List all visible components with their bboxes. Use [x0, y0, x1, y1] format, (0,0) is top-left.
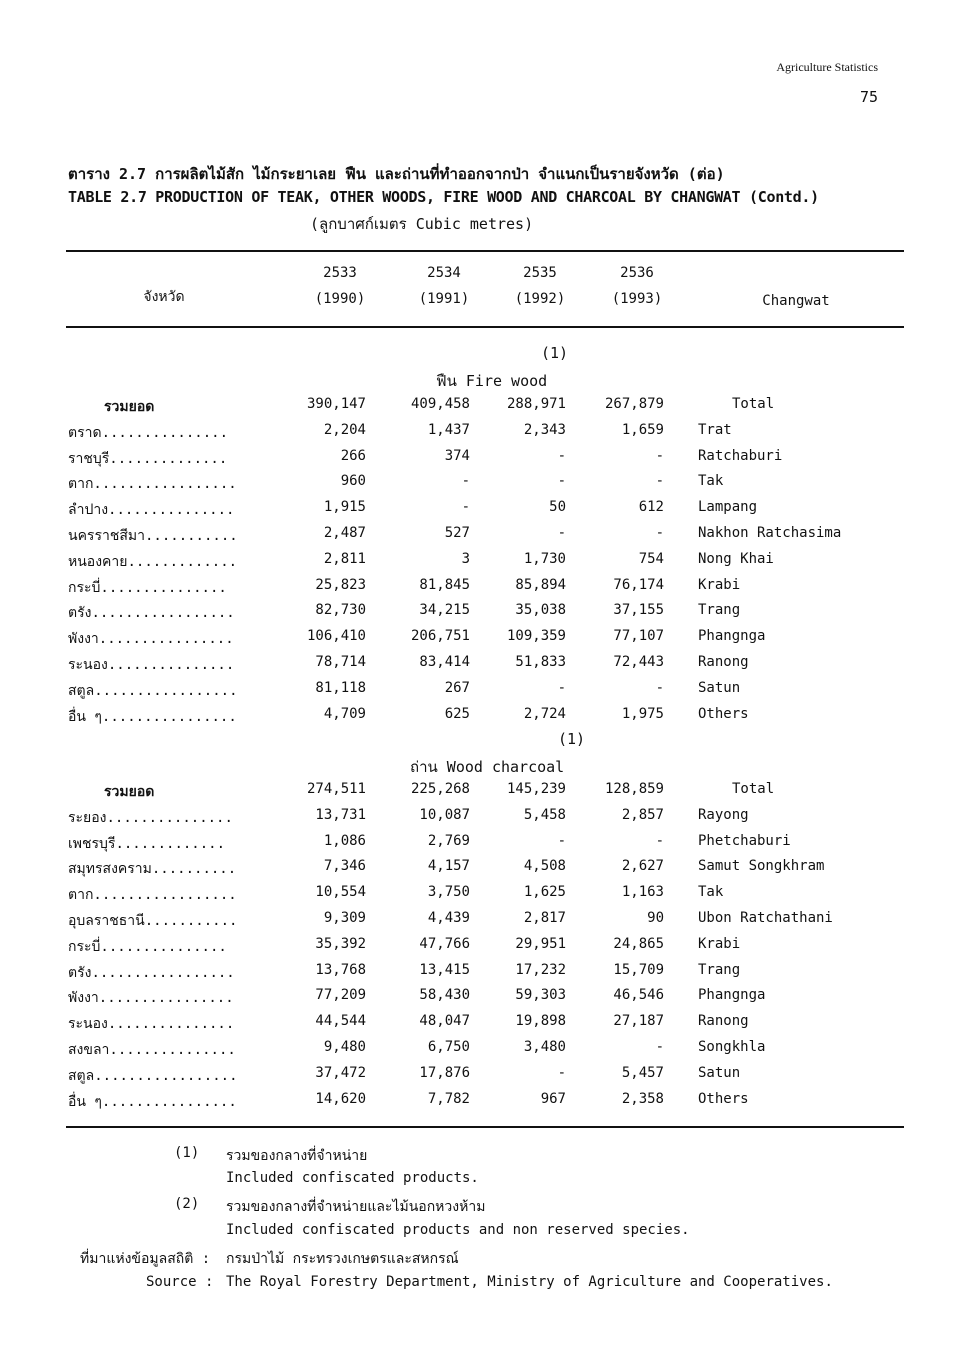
row-province-english: Phangnga	[698, 628, 766, 645]
footnote-2-ref: (2)	[174, 1196, 200, 1212]
row-value: 81,118	[315, 679, 366, 696]
footnote-2-english: Included confiscated products and non reserved species.	[226, 1222, 690, 1238]
row-value: 1,730	[523, 550, 566, 567]
header-rule	[66, 326, 904, 328]
row-province-english: Rayong	[698, 806, 749, 823]
row-province-english: Songkhla	[698, 1039, 766, 1055]
row-province-english: Krabi	[698, 935, 741, 952]
table-row	[0, 418, 966, 444]
row-value: 25,823	[315, 576, 366, 593]
row-value: -	[655, 832, 664, 849]
row-province-english: Nong Khai	[698, 550, 774, 567]
table-row	[0, 444, 966, 470]
row-province-thai: ตราด...............	[68, 424, 228, 441]
table-row	[0, 880, 966, 906]
row-value: 206,751	[410, 628, 470, 645]
col-head-year-be: 2535	[523, 265, 557, 281]
row-value: 2,627	[621, 858, 664, 875]
row-value: 267,879	[604, 396, 664, 412]
row-province-thai: ระยอง...............	[68, 809, 233, 826]
row-value: 754	[638, 550, 664, 567]
col-head-year-be: 2534	[427, 265, 461, 281]
row-province-thai: อุบลราชธานี...........	[68, 913, 238, 929]
row-province-english: Ratchaburi	[698, 447, 783, 464]
row-value: -	[655, 679, 664, 696]
table-title-english: TABLE 2.7 PRODUCTION OF TEAK, OTHER WOODS, FIRE WOOD AND CHARCOAL BY CHANGWAT (Contd.)	[68, 188, 819, 206]
row-value: 3	[461, 550, 470, 567]
col-head-thai: จังหวัด	[143, 289, 185, 305]
row-province-thai: สตูล.................	[68, 682, 238, 699]
section-note-ref: (1)	[541, 344, 569, 362]
row-value: 9,309	[323, 910, 366, 926]
row-value: 72,443	[613, 654, 664, 670]
table-row	[0, 702, 966, 728]
table-row	[0, 932, 966, 958]
source-thai: กรมป่าไม้ กระทรวงเกษตรและสหกรณ์	[226, 1251, 459, 1267]
row-province-english: Nakhon Ratchasima	[698, 525, 842, 541]
table-row	[0, 547, 966, 573]
row-province-english: Phangnga	[698, 987, 766, 1004]
row-province-thai: กระบี่...............	[68, 938, 227, 955]
row-province-thai: ระนอง...............	[68, 657, 235, 673]
row-value: -	[655, 525, 664, 541]
row-value: 14,620	[315, 1090, 366, 1107]
row-value: 2,817	[523, 910, 566, 926]
row-province-thai: ตาก.................	[68, 476, 237, 493]
row-value: 51,833	[515, 654, 566, 670]
row-value: 288,971	[506, 396, 566, 412]
row-value: 1,163	[621, 884, 664, 901]
table-row	[0, 829, 966, 855]
row-value: -	[557, 1064, 566, 1081]
row-province-english: Others	[698, 1090, 749, 1107]
row-value: 225,268	[410, 781, 470, 797]
table-row	[0, 803, 966, 829]
row-value: -	[655, 1039, 664, 1055]
row-province-thai: สมุทรสงคราม..........	[68, 861, 237, 878]
row-value: -	[461, 473, 470, 490]
row-value: 48,047	[419, 1013, 470, 1030]
row-province-thai: ระนอง...............	[68, 1016, 235, 1033]
row-province-english: Ranong	[698, 1013, 749, 1030]
row-value: 106,410	[306, 628, 366, 645]
row-value: 13,415	[419, 961, 470, 978]
row-value: 78,714	[315, 654, 366, 670]
row-value: 2,204	[323, 421, 366, 438]
row-value: 85,894	[515, 576, 566, 593]
row-value: 1,625	[523, 884, 566, 901]
row-value: 612	[638, 499, 664, 516]
section-label: ฟืน Fire wood	[436, 372, 548, 390]
footnote-2-thai: รวมของกลางที่จำหน่ายและไม้นอกหวงห้าม	[226, 1199, 486, 1215]
row-value: -	[557, 447, 566, 464]
col-head-year-ce: (1990)	[314, 291, 366, 307]
row-value: 960	[340, 473, 366, 490]
footnote-1-thai: รวมของกลางที่จำหน่าย	[226, 1148, 368, 1164]
row-value: 34,215	[419, 602, 470, 619]
row-value: 76,174	[613, 576, 664, 593]
row-value: 266	[340, 447, 366, 464]
row-value: -	[461, 499, 470, 516]
row-value: 13,731	[315, 806, 366, 823]
row-value: 19,898	[515, 1013, 566, 1030]
source-english-label: Source :	[146, 1274, 214, 1290]
row-value: 128,859	[604, 781, 664, 797]
row-value: 44,544	[315, 1013, 366, 1030]
col-head-english: Changwat	[762, 293, 830, 309]
table-row	[0, 676, 966, 702]
table-row	[0, 469, 966, 495]
row-value: 3,480	[523, 1039, 566, 1055]
row-province-english: Total	[732, 396, 775, 412]
row-value: -	[655, 447, 664, 464]
table-top-rule	[66, 250, 904, 252]
row-value: 3,750	[427, 884, 470, 901]
table-row	[0, 598, 966, 624]
row-province-thai: นครราชสีมา...........	[68, 528, 238, 544]
row-value: 2,487	[323, 525, 366, 541]
row-value: 10,087	[419, 806, 470, 823]
col-head-year-be: 2536	[620, 265, 654, 281]
table-row	[0, 624, 966, 650]
table-row	[0, 983, 966, 1009]
row-value: 4,157	[427, 858, 470, 875]
table-row	[0, 777, 966, 803]
row-value: 90	[647, 910, 664, 926]
row-value: 109,359	[506, 628, 566, 645]
row-province-english: Samut Songkhram	[698, 858, 825, 875]
row-value: 2,343	[523, 421, 566, 438]
row-province-thai: อื่น ๆ................	[68, 708, 237, 725]
row-province-english: Trang	[698, 961, 741, 978]
row-value: -	[557, 525, 566, 541]
row-value: 4,709	[323, 705, 366, 722]
table-row	[0, 1035, 966, 1061]
row-province-thai: ลำปาง...............	[68, 502, 235, 519]
row-value: 2,724	[523, 705, 566, 722]
row-value: 5,457	[621, 1064, 664, 1081]
table-row	[0, 906, 966, 932]
table-row	[0, 650, 966, 676]
row-province-thai: อื่น ๆ................	[68, 1093, 237, 1110]
row-value: 1,915	[323, 499, 366, 516]
row-value: -	[557, 679, 566, 696]
row-value: 9,480	[323, 1039, 366, 1055]
row-value: 1,437	[427, 421, 470, 438]
row-value: 7,782	[427, 1090, 470, 1107]
row-province-english: Lampang	[698, 499, 758, 516]
row-province-thai: ตรัง.................	[68, 964, 235, 981]
col-head-year-ce: (1993)	[611, 291, 663, 307]
table-title-thai: ตาราง 2.7 การผลิตไม้สัก ไม้กระยาเลย ฟืน และถ่านที่ทำออกจากป่า จำแนกเป็นรายจังหวัด (ต่อ)	[68, 165, 725, 183]
row-value: 37,155	[613, 602, 664, 619]
page-number: 75	[859, 88, 878, 106]
row-value: 267	[444, 679, 470, 696]
table-row	[0, 958, 966, 984]
col-head-year-ce: (1991)	[418, 291, 470, 307]
row-value: 47,766	[419, 935, 470, 952]
row-value: 59,303	[515, 987, 566, 1004]
row-value: 409,458	[410, 396, 470, 412]
row-province-english: Trang	[698, 602, 741, 619]
row-value: 4,439	[427, 910, 470, 926]
row-value: 10,554	[315, 884, 366, 901]
row-province-english: Tak	[698, 884, 724, 901]
row-province-english: Satun	[698, 1064, 741, 1081]
row-province-thai: รวมยอด	[104, 784, 155, 800]
row-province-thai: หนองคาย.............	[68, 553, 238, 570]
row-province-thai: ตรัง.................	[68, 605, 235, 622]
row-province-english: Satun	[698, 679, 741, 696]
row-province-thai: ราชบุรี..............	[68, 450, 228, 467]
row-value: 15,709	[613, 961, 664, 978]
table-row	[0, 521, 966, 547]
row-value: 35,392	[315, 935, 366, 952]
row-value: 77,107	[613, 628, 664, 645]
table-bottom-rule	[66, 1126, 904, 1128]
row-value: 81,845	[419, 576, 470, 593]
row-province-thai: สงขลา...............	[68, 1042, 236, 1058]
col-head-year-ce: (1992)	[514, 291, 566, 307]
row-value: 37,472	[315, 1064, 366, 1081]
row-province-thai: ตาก.................	[68, 887, 237, 904]
table-row	[0, 854, 966, 880]
table-row	[0, 1087, 966, 1113]
row-province-thai: เพชรบุรี.............	[68, 835, 226, 852]
row-value: 2,811	[323, 550, 366, 567]
row-value: 17,876	[419, 1064, 470, 1081]
row-value: 2,358	[621, 1090, 664, 1107]
row-province-english: Others	[698, 705, 749, 722]
row-value: 2,857	[621, 806, 664, 823]
row-province-thai: รวมยอด	[104, 399, 155, 415]
row-province-english: Trat	[698, 421, 732, 438]
table-row	[0, 392, 966, 418]
table-row	[0, 495, 966, 521]
row-value: 1,659	[621, 421, 664, 438]
row-value: 50	[549, 499, 566, 516]
row-value: 13,768	[315, 961, 366, 978]
row-value: 29,951	[515, 935, 566, 952]
row-value: 274,511	[306, 781, 366, 797]
source-thai-label: ที่มาแห่งข้อมูลสถิติ :	[80, 1251, 211, 1267]
row-province-thai: สตูล.................	[68, 1067, 238, 1084]
source-english: The Royal Forestry Department, Ministry of Agriculture and Cooperatives.	[226, 1274, 833, 1290]
row-value: 27,187	[613, 1013, 664, 1030]
running-title: Agriculture Statistics	[776, 60, 878, 74]
row-value: 4,508	[523, 858, 566, 875]
col-head-year-be: 2533	[323, 265, 357, 281]
footnote-1-ref: (1)	[174, 1145, 200, 1161]
row-value: -	[655, 473, 664, 490]
row-value: 58,430	[419, 987, 470, 1004]
row-value: 17,232	[515, 961, 566, 978]
row-province-thai: พังงา................	[68, 631, 234, 648]
row-value: 35,038	[515, 602, 566, 619]
row-province-english: Ranong	[698, 654, 749, 670]
footnote-1-english: Included confiscated products.	[226, 1170, 479, 1186]
row-province-english: Tak	[698, 473, 724, 490]
row-province-english: Ubon Ratchathani	[698, 910, 833, 926]
row-province-thai: กระบี่...............	[68, 579, 227, 596]
row-value: 2,769	[427, 832, 470, 849]
table-row	[0, 573, 966, 599]
row-value: -	[557, 473, 566, 490]
row-value: 145,239	[506, 781, 566, 797]
table-row	[0, 1009, 966, 1035]
row-value: 1,975	[621, 705, 664, 722]
row-province-english: Total	[732, 781, 775, 797]
row-value: 6,750	[427, 1039, 470, 1055]
row-value: 24,865	[613, 935, 664, 952]
row-province-english: Phetchaburi	[698, 832, 791, 849]
row-province-thai: พังงา................	[68, 990, 234, 1007]
section-label: ถ่าน Wood charcoal	[410, 758, 565, 776]
table-unit: (ลูกบาศก์เมตร Cubic metres)	[310, 215, 534, 233]
row-value: 374	[444, 447, 470, 464]
row-value: 390,147	[306, 396, 366, 412]
row-value: 82,730	[315, 602, 366, 619]
row-value: 5,458	[523, 806, 566, 823]
row-value: 7,346	[323, 858, 366, 875]
row-value: 625	[444, 705, 470, 722]
section-note-ref: (1)	[558, 730, 586, 748]
row-value: 527	[444, 525, 470, 541]
row-province-english: Krabi	[698, 576, 741, 593]
row-value: 967	[540, 1090, 566, 1107]
table-row	[0, 1061, 966, 1087]
row-value: 46,546	[613, 987, 664, 1004]
row-value: -	[557, 832, 566, 849]
row-value: 83,414	[419, 654, 470, 670]
row-value: 77,209	[315, 987, 366, 1004]
row-value: 1,086	[323, 832, 366, 849]
